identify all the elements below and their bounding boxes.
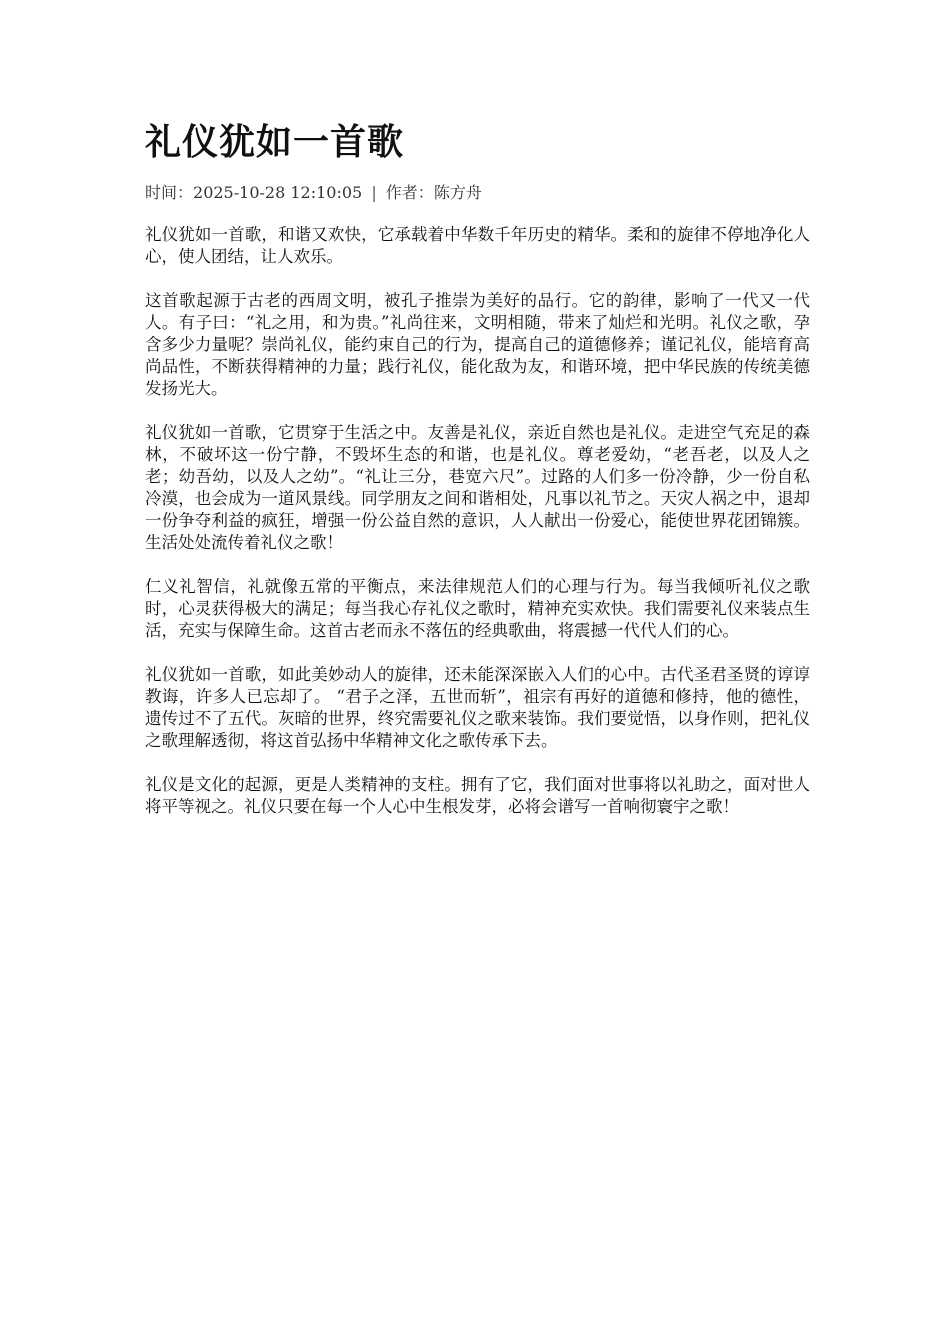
paragraph: 礼仪是文化的起源，更是人类精神的支柱。拥有了它，我们面对世事将以礼助之，面对世人将平等视之。礼仪只要在每一个人心中生根发芽，必将会谱写一首响彻寰宇之歌！	[145, 775, 810, 816]
paragraph: 礼仪犹如一首歌，和谐又欢快，它承载着中华数千年历史的精华。柔和的旋律不停地净化人心，使人团结，让人欢乐。	[145, 225, 810, 266]
author-value: 陈方舟	[433, 183, 482, 202]
article-meta	[145, 182, 810, 204]
author-label: 作者：	[385, 183, 434, 202]
paragraph: 礼仪犹如一首歌，如此美妙动人的旋律，还未能深深嵌入人们的心中。古代圣君圣贤的谆谆教诲，许多人已忘却了。 “君子之泽，五世而斩”，祖宗有再好的道德和修持，他的德性，遗传过不了五代。灰暗的世界，终究需要礼仪之歌来装饰。我们要觉悟，以身作则，把礼仪之歌理解透彻，将这首弘扬中华精神文化之歌传承下去。	[145, 665, 810, 750]
meta-separator: |	[371, 183, 377, 202]
article-title: 礼仪犹如一首歌	[145, 121, 405, 163]
article	[145, 112, 810, 840]
time-value: 2025-10-28 12:10:05	[193, 183, 363, 202]
paragraph: 礼仪犹如一首歌，它贯穿于生活之中。友善是礼仪，亲近自然也是礼仪。走进空气充足的森林，不破坏这一份宁静，不毁坏生态的和谐，也是礼仪。尊老爱幼，“老吾老，以及人之老；幼吾幼，以及人之幼”。“礼让三分，巷宽六尺”。过路的人们多一份冷静，少一份自私冷漠，也会成为一道风景线。同学朋友之间和谐相处，凡事以礼节之。天灾人祸之中，退却一份争夺利益的疯狂，增强一份公益自然的意识，人人献出一份爱心，能使世界花团锦簇。生活处处流传着礼仪之歌！	[145, 423, 810, 552]
time-label: 时间：	[145, 183, 194, 202]
paragraph: 仁义礼智信，礼就像五常的平衡点，来法律规范人们的心理与行为。每当我倾听礼仪之歌时，心灵获得极大的满足；每当我心存礼仪之歌时，精神充实欢快。我们需要礼仪来装点生活，充实与保障生命。这首古老而永不落伍的经典歌曲，将震撼一代代人们的心。	[145, 577, 810, 640]
article-body	[145, 224, 810, 818]
paragraph: 这首歌起源于古老的西周文明，被孔子推崇为美好的品行。它的韵律，影响了一代又一代人。有子曰：“礼之用，和为贵。”礼尚往来，文明相随，带来了灿烂和光明。礼仪之歌，孕含多少力量呢？崇尚礼仪，能约束自己的行为，提高自己的道德修养；谨记礼仪，能培育高尚品性，不断获得精神的力量；践行礼仪，能化敌为友，和谐环境，把中华民族的传统美德发扬光大。	[145, 291, 810, 398]
